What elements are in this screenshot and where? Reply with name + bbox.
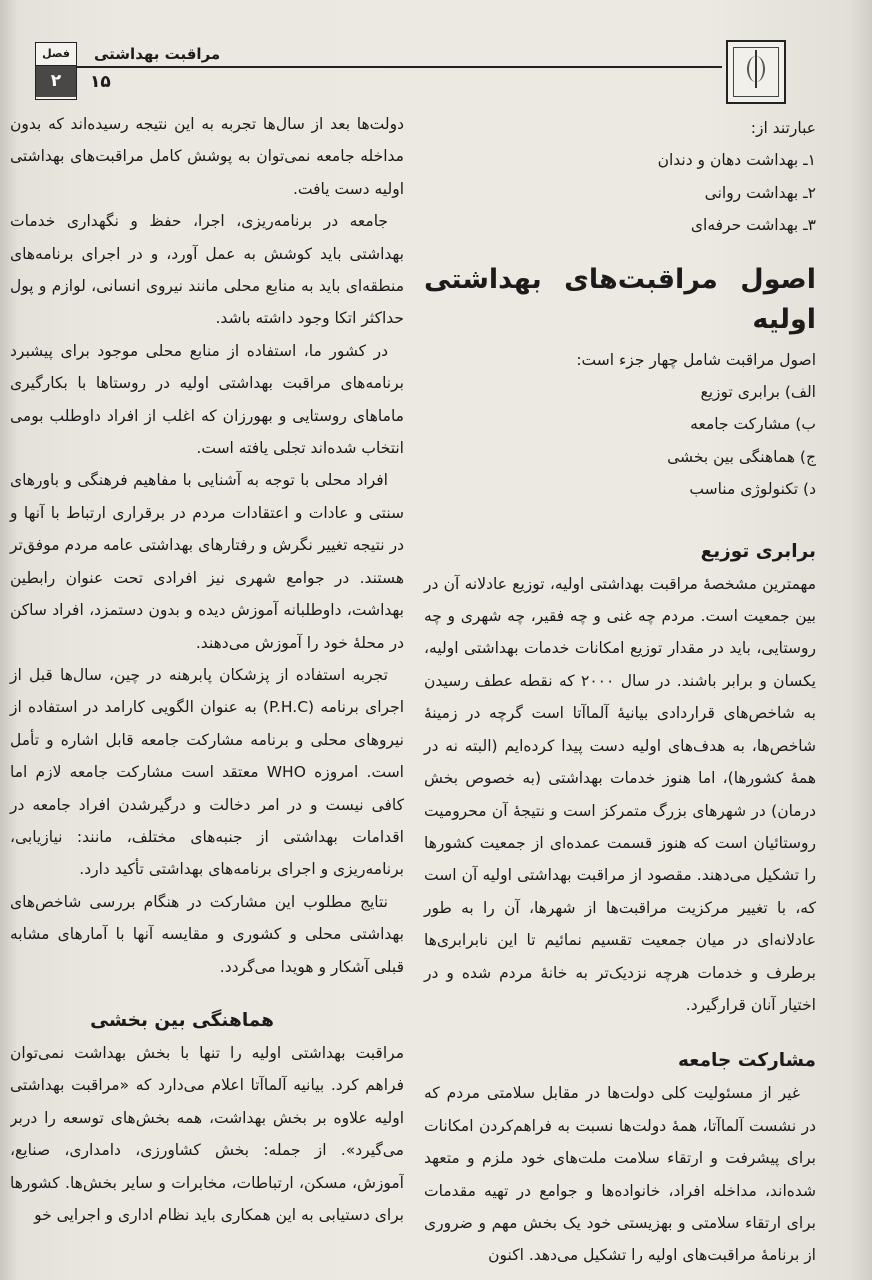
principle-item: الف) برابری توزیع — [700, 383, 816, 402]
section-heading-principles: اصول مراقبت‌های بهداشتی اولیه — [424, 263, 816, 335]
paragraph-equity: مهمترین مشخصهٔ مراقبت بهداشتی اولیه، توزیع عادلانه آن در بین جمعیت است. مردم چه غنی و چه فقیر، چه شهری و چه روستایی، باید در مقدار توزیع امکانات خدمات بهداشتی اولیه، یکسان و برابر باشند. در سال ۲۰۰۰ که نقطه عطف رسیدن به شاخص‌های قراردادی بیانیهٔ آلماآتا است گرچه در زمینهٔ شاخص‌ها، به هدف‌های اولیه دست پیدا کرده‌ایم (البته نه در همهٔ کشورها)، اما هنوز خدمات بهداشتی (به خصوص بخش درمان) در شهرهای بزرگ متمرکز است و نتیجهٔ آن محرومیت روستائیان است که هنوز قسمت عمده‌ای از جمعیت کشورها را تشکیل می‌دهند. مقصود از مراقبت بهداشتی اولیه آن است که، با تغییر مرکزیت مراقبت‌ها از شهرها، آن را به طور عادلانه‌ای در میان جمعیت تقسیم نمائیم تا این نابرابری‌ها برطرف و خدمات هرچه نزدیک‌تر به خانهٔ مردم شده و در اختیار آنان قرارگیرد. — [424, 574, 816, 1014]
list-item: ۲ـ بهداشت روانی — [704, 183, 816, 202]
chapter-label: فصل — [36, 43, 76, 66]
paragraph: دولت‌ها بعد از سال‌ها تجربه به این نتیجه رسیده‌اند که بدون مداخله جامعه نمی‌توان به پوشش کامل مراقبت‌های بهداشتی اولیه دست یافت. — [10, 115, 404, 198]
header-rule — [74, 66, 722, 68]
list-item: ۱ـ بهداشت دهان و دندان — [657, 151, 816, 170]
caduceus-icon — [726, 40, 786, 104]
paragraph: تجربه استفاده از پزشکان پابرهنه در چین، سال‌ها قبل از اجرای برنامه (P.H.C) به عنوان الگویی کارامد در استفاده از نیروهای محلی و برنامه مشارکت جامعه قابل اشاره و تأمل است. امروزه WHO معتقد است مشارکت جامعه لازم اما کافی نیست و در امر دخالت و درگیرشدن افراد جامعه در اقدامات بهداشتی از جنبه‌های مختلف، مانند: نیازیابی، برنامه‌ریزی و اجرای برنامه‌های بهداشتی تأکید دارد. — [10, 665, 404, 879]
principles-intro: اصول مراقبت شامل چهار جزء است: — [576, 350, 816, 369]
paragraph-community: غیر از مسئولیت کلی دولت‌ها در مقابل سلامتی مردم که در نشست آلماآتا، همهٔ دولت‌ها نسبت به فراهم‌کردن امکانات برای پیشرفت و ارتقاء سلامت ملت‌های خود ملزم و متعهد شده‌اند، مداخله افراد، خانواده‌ها و جوامع در تهیه مقدمات برای ارتقاء سلامتی و بهزیستی خود یک بخش مهم و ضروری از برنامهٔ مراقبت‌های اولیه را تشکیل می‌دهد. اکنون — [424, 1084, 816, 1265]
page-number: ۱۵ — [90, 72, 111, 92]
heading-equity: برابری توزیع — [700, 540, 816, 562]
principle-item: د) تکنولوژی مناسب — [689, 480, 816, 499]
chapter-badge — [35, 42, 77, 100]
paragraph: افراد محلی با توجه به آشنایی با مفاهیم فرهنگی و باورهای سنتی و عادات و اعتقادات مردم در برقراری ارتباط با آنها و در نتیجه تغییر نگرش و رفتارهای بهداشتی عامه مردم موفق‌تر هستند. در جوامع شهری نیز افرادی تحت عنوان رابطین بهداشت، داوطلبانه آموزش دیده و بدون دستمزد، افراد ساکن در محلهٔ خود را آموزش می‌دهند. — [10, 471, 404, 652]
right-column — [424, 112, 816, 1272]
paragraph: نتایج مطلوب این مشارکت در هنگام بررسی شاخص‌های بهداشتی محلی و کشوری و مقایسه آنها با آمارهای مشابه قبلی آشکار و هویدا می‌گردد. — [10, 892, 404, 976]
heading-intersectoral: هماهنگی بین بخشی — [90, 1009, 274, 1031]
list-intro: عبارتند از: — [750, 119, 816, 137]
heading-community: مشارکت جامعه — [677, 1050, 816, 1072]
paragraph: جامعه در برنامه‌ریزی، اجرا، حفظ و نگهداری خدمات بهداشتی باید کوشش به عمل آورد، و در اجرای برنامه‌های منطقه‌ای باید به منابع محلی مانند نیروی انسانی، لوازم و پول حداکثر اتکا وجود داشته باشد. — [10, 212, 404, 328]
left-column — [10, 108, 404, 1231]
running-title: مراقبت بهداشتی — [94, 45, 221, 63]
chapter-number: ۲ — [36, 66, 76, 97]
principle-item: ج) هماهنگی بین بخشی — [667, 447, 816, 466]
list-item: ۳ـ بهداشت حرفه‌ای — [690, 216, 816, 235]
paragraph-intersectoral: مراقبت بهداشتی اولیه را تنها با بخش بهداشت نمی‌توان فراهم کرد. بیانیه آلماآتا اعلام می‌دارد که «مراقبت بهداشتی اولیه علاوه بر بخش بهداشت، همه بخش‌های توسعه را دربر می‌گیرد». از جمله: بخش کشاورزی، دامداری، صنایع، آموزش، مسکن، ارتباطات، مخابرات و سایر بخش‌ها. کشورها برای دستیابی به این همکاری باید نظام اداری و اجرایی خو — [10, 1043, 404, 1224]
principle-item: ب) مشارکت جامعه — [690, 415, 816, 434]
paragraph: در کشور ما، استفاده از منابع محلی موجود برای پیشبرد برنامه‌های مراقبت بهداشتی اولیه در روستاها با بکارگیری ماماهای روستایی و بهورزان که اغلب از افراد داوطلب بومی انتخاب شده‌اند تجلی یافته است. — [10, 341, 404, 458]
